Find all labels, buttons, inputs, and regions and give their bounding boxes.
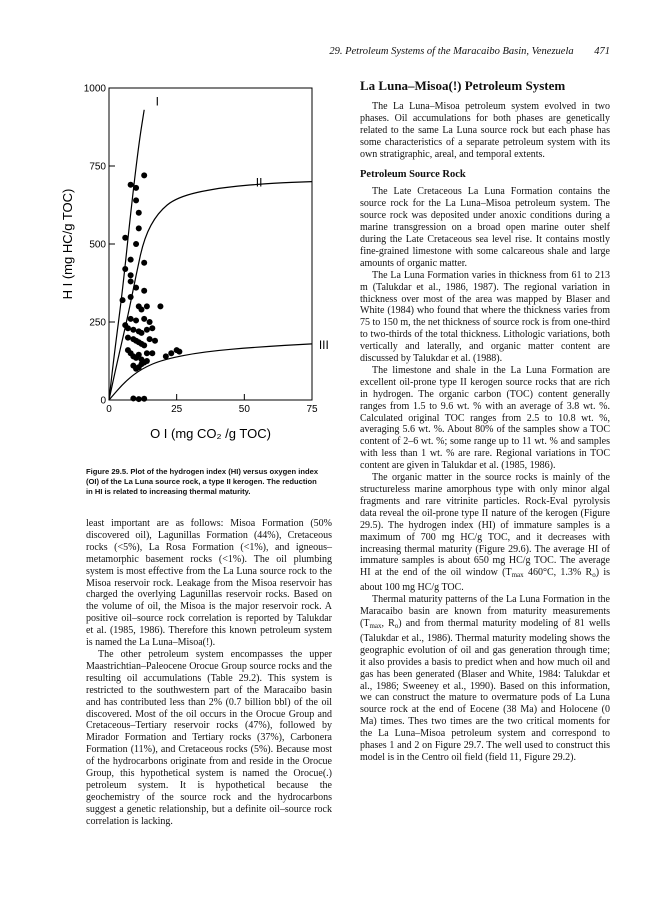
running-title: 29. Petroleum Systems of the Maracaibo Basin, Venezuela — [329, 46, 574, 57]
data-point — [125, 335, 131, 341]
intro-paragraph: The La Luna–Misoa petroleum system evolved in two phases. Oil accumulations for both phases are genetically related to the same La Luna source rock but each phase has some characteristics of a separate petroleum system with its own stratigraphic, areal, and temporal extents. — [360, 100, 610, 160]
data-point — [122, 266, 128, 272]
data-point — [136, 210, 142, 216]
data-point — [168, 350, 174, 356]
data-point — [130, 395, 136, 401]
source-rock-paragraph-3: The limestone and shale in the La Luna Formation are excellent oil-prone type II kerogen source rocks that are rich in hydrogen. The organic carbon (TOC) content generally ranges from 1.5 to 9.6 wt. % with an average of 3.8 wt. %. Calculated original TOC ranges from 2.5 to 10.8 wt. %, averaging 5.6 wt. %. About 80% of the samples show a TOC content of 2–6 wt. %; some range up to 11 wt. % and samples with less than 1 wt. % are rare. Regional variations in TOC content are given in Talukdar et al. (1985, 1986). — [360, 364, 610, 472]
data-point — [147, 336, 153, 342]
data-point — [144, 303, 150, 309]
data-point — [122, 235, 128, 241]
data-point — [133, 241, 139, 247]
x-tick-label: 25 — [171, 404, 183, 415]
curve-label-II: II — [255, 175, 263, 190]
y-tick-label: 750 — [89, 161, 106, 173]
source-rock-paragraph-1: The Late Cretaceous La Luna Formation contains the source rock for the La Luna–Misoa petroleum system. The source rock was deposited under anoxic conditions during a marine transgression on a broad open marine outer shelf during the Late Cretaceous sea level rise. It contains mostly fine-grained limestone with some calcareous shale and large amounts of organic matter. — [360, 186, 610, 269]
right-column — [360, 80, 610, 764]
data-point — [144, 350, 150, 356]
page-number: 471 — [594, 46, 610, 57]
y-axis-label: H I (mg HC/g TOC) — [60, 188, 75, 300]
data-point — [138, 307, 144, 313]
x-tick-label: 75 — [306, 404, 318, 415]
data-point — [133, 285, 139, 291]
data-point — [141, 172, 147, 178]
x-axis-label: O I (mg CO₂ /g TOC) — [150, 426, 271, 441]
data-point — [163, 353, 169, 359]
running-header — [0, 46, 610, 57]
data-point — [128, 257, 134, 263]
curve-label-III: III — [318, 337, 329, 352]
data-point — [144, 327, 150, 333]
y-tick-label: 0 — [100, 395, 106, 407]
data-point — [149, 350, 155, 356]
x-tick-label: 0 — [106, 404, 112, 415]
figure-caption: Figure 29.5. Plot of the hydrogen index (HI) versus oxygen index (OI) of the La Luna source rock, a type II kerogen. The reduction in HI is related to increasing thermal maturity. — [86, 467, 319, 497]
hi-oi-chart — [56, 70, 336, 470]
data-point — [149, 325, 155, 331]
data-point — [133, 197, 139, 203]
left-column — [86, 518, 332, 828]
data-point — [141, 260, 147, 266]
data-point — [152, 338, 158, 344]
y-tick-label: 500 — [89, 239, 106, 251]
left-paragraph-1: least important are as follows: Misoa Formation (50% discovered oil), Lagunillas Formation (44%), Cretaceous rocks (<5%), La Rosa Formation (<1%), and igneous–metamorphic basement rocks (<1%). The oil plumbing system is most effective from the La Luna source rock to the Misoa reservoir rock. Leakage from the Misoa reservoir has charged the overlying Lagunillas reservoir rocks. Based on the volume of oil, the Misoa is the major reservoir rock. A positive oil–source rock correlation is reported by Talukdar et al. (1985, 1986). Therefore this known petroleum system is named the La Luna–Misoa(!). — [86, 518, 332, 649]
data-point — [141, 396, 147, 402]
y-tick-label: 1000 — [83, 83, 106, 95]
data-point — [128, 272, 134, 278]
left-paragraph-2: The other petroleum system encompasses the upper Maastrichtian–Paleocene Orocue Group source rocks and the resulting oil accumulations (Table 29.2). This system is restricted to the southwestern part of the Maracaibo basin and has contributed less than 2% (0.7 billion bbl) of the oil discovered. Most of the oil occurs in the Orocue Group and Cretaceous–Tertiary reservoir rocks (47%), followed by Mirador Formation and Tertiary rocks (37%), Carbonera Formation (11%), and Cretaceous rocks (5%). Because most of the hydrocarbons originate from and reside in the Orocue Group, this hypothetical system is named the Orocue(.) petroleum system. It is hypothetical because the geochemistry of the source rock and the hydrocarbons suggest a genetic relationship, but a definite oil–source rock correlation is lacking. — [86, 648, 332, 827]
x-tick-label: 50 — [238, 404, 250, 415]
hi-oi-figure — [56, 70, 336, 470]
data-point — [125, 325, 131, 331]
data-point — [136, 225, 142, 231]
data-point — [141, 316, 147, 322]
data-point — [176, 349, 182, 355]
source-rock-paragraph-2: The La Luna Formation varies in thickness from 61 to 213 m (Talukdar et al., 1986, 1987). The regional variation in thickness over most of the area was mapped by Blaser and White (1984) who found that where the thickness varies from 75 to 150 m, the net thickness of source rock is from one-third to two-thirds of the total thickness. Lithologic variations, both vertically and laterally, and organic matter content are discussed by Talukdar et al. (1988). — [360, 269, 610, 365]
data-point — [138, 330, 144, 336]
data-point — [136, 396, 142, 402]
thermal-maturity-paragraph: Thermal maturity patterns of the La Luna Formation in the Maracaibo basin are known from maturity measurements ($T_{max}$, $R_o$) and from thermal maturity modeling of 81 wells (Talukdar et al., 1986). Thermal maturity modeling shows the geographic evolution of oil and gas generation through time; it also provides a basis to predict when and how much oil and gas has been generated (Blaser and White, 1984: Talukdar et al., 1986; Sweeney et al., 1990). Based on this information, we can construct the mature to overmature pods of La Luna source rock at the end of Eocene (38 Ma) and Holocene (0 Ma) times. Thes two times are the two critical moments for the La Luna–Misoa petroleum system and correspond to phases 1 and 2 on Figure 29.7. The well used to construct this model is in the Centro oil field (field 11, Figure 29.2). — [360, 594, 611, 763]
data-point — [147, 319, 153, 325]
source-rock-paragraph-4: The organic matter in the source rocks is mainly of the structureless marine amorphous type with only minor algal fragments and rare vitrinite particles. Rock-Eval pyrolysis data reveal the oil-prone type II nature of the kerogen (Figure 29.5). The hydrogen index (HI) of immature samples is a maximum of 700 mg HC/g TOC, and it decreases with increasing thermal maturity (Figure 29.6). The average HI of immature samples is about 650 mg HC/g TOC. The average HI at the end of the oil window ($T_{max}$ 460°C, 1.3% $R_o$) is about 100 mg HC/g TOC. — [360, 472, 611, 594]
curve-label-I: I — [155, 94, 159, 109]
data-point — [144, 358, 150, 364]
y-tick-label: 250 — [89, 317, 106, 329]
data-point — [130, 327, 136, 333]
section-title: La Luna–Misoa(!) Petroleum System — [360, 78, 566, 93]
data-point — [128, 182, 134, 188]
data-point — [133, 317, 139, 323]
data-point — [120, 297, 126, 303]
data-point — [133, 185, 139, 191]
data-point — [128, 278, 134, 284]
data-point — [141, 342, 147, 348]
data-point — [141, 288, 147, 294]
data-point — [128, 294, 134, 300]
data-point — [157, 303, 163, 309]
subsection-title: Petroleum Source Rock — [360, 169, 466, 181]
data-point — [128, 316, 134, 322]
